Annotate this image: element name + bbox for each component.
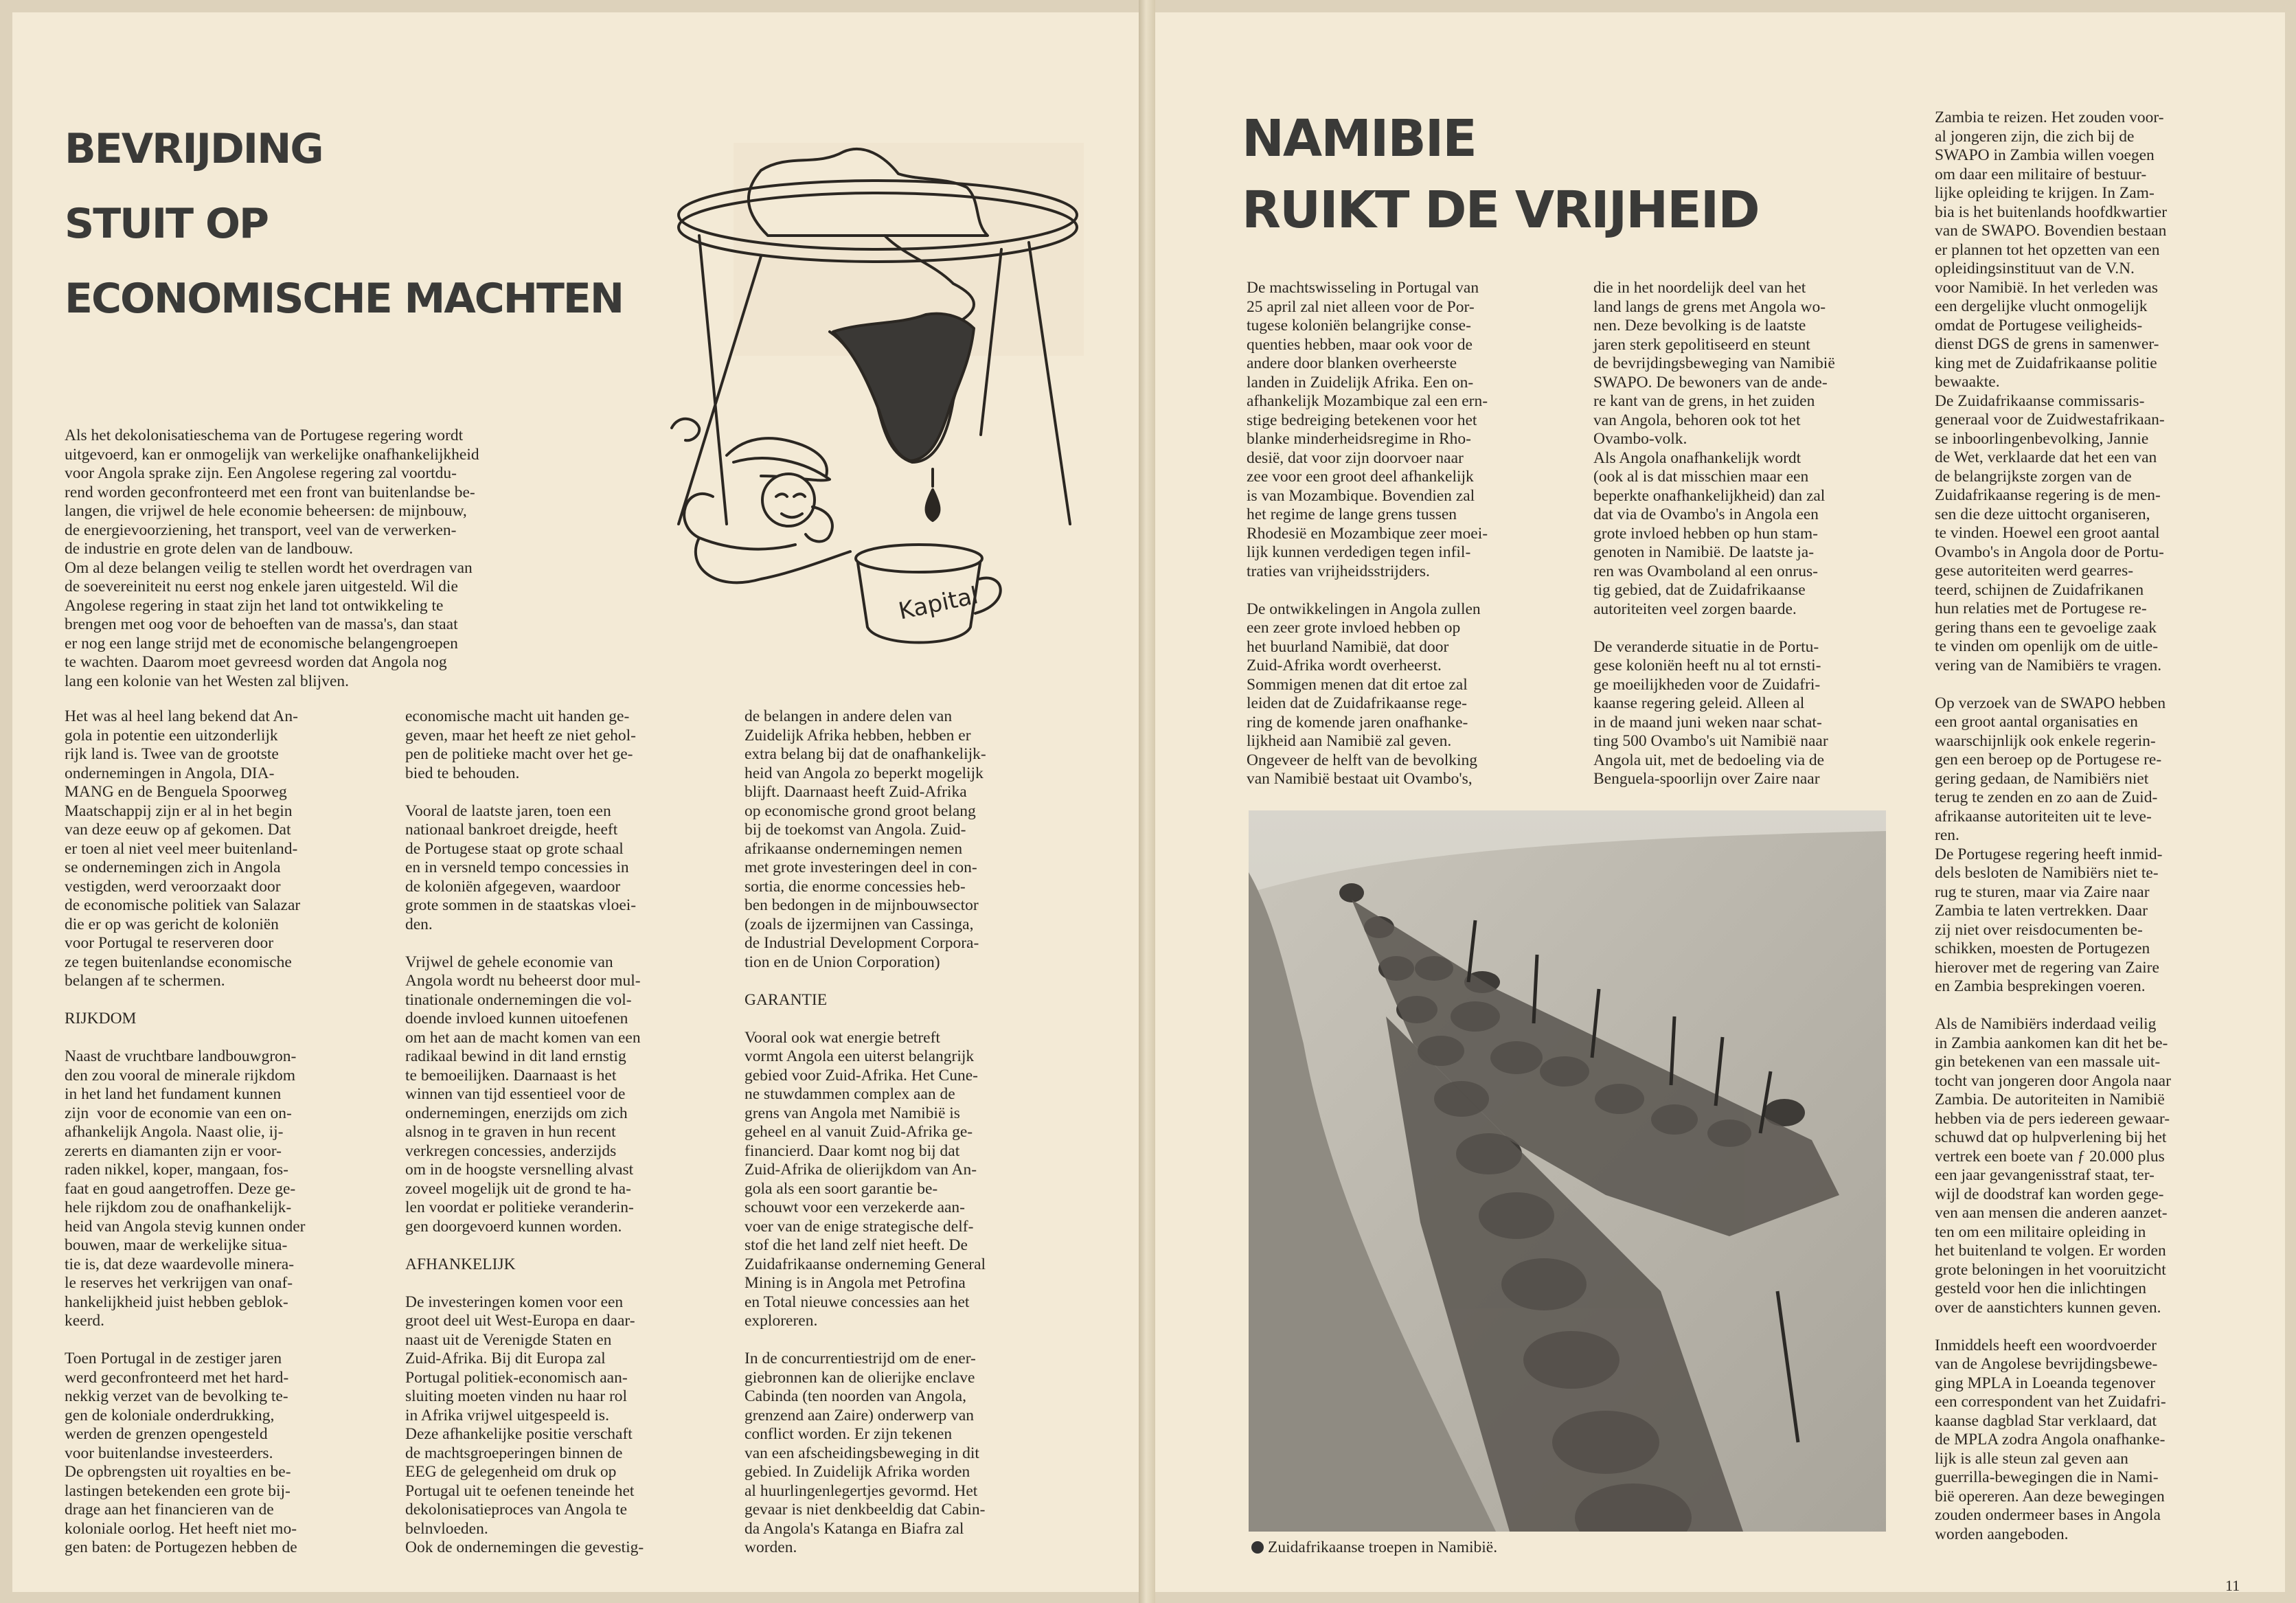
troops-photo	[1249, 810, 1886, 1532]
cup-label: Kapital	[896, 582, 981, 626]
left-headline-line-1: BEVRIJDING	[65, 125, 323, 173]
left-headline-line-3: ECONOMISCHE MACHTEN	[65, 275, 624, 323]
left-column-3: de belangen in andere delen van Zuidelijk Afrika hebben, hebben er extra belang bij dat de onafhankelijk- heid van Angola zo beperkt mogelijk blijft. Daarnaast heeft Zuid-Afrika op economische grond groot belang bij de toekomst van Angola. Zuid- afrikaanse ondernemingen nemen met grote investeringen deel in con- sortia, die enorme concessies heb- ben bedongen in de mijnbouwsector (zoals de ijzermijnen van Cassinga, de Industrial Development Corpora- tion en de Union Corporation) GARANTIE Vooral ook wat energie betreft vormt Angola een uiterst belangrijk gebied voor Zuid-Afrika. Het Cune- ne stuwdammen complex aan de grens van Angola met Namibië is geheel en al vanuit Zuid-Afrika ge- financierd. Daar komt nog bij dat Zuid-Afrika de olierijkdom van An- gola als een soort garantie be- schouwt voor een verzekerde aan- voer van de enige strategische delf- stof die het land zelf niet heeft. De Zuidafrikaanse onderneming General Mining is in Angola met Petrofina en Total nieuwe concessies aan het exploreren. In de concurrentiestrijd om de ener- giebronnen kan de olierijke enclave Cabinda (ten noorden van Angola, grenzend aan Zaire) onderwerp van conflict worden. Er zijn tekenen van een afscheidingsbeweging in dit gebied. In Zuidelijk Afrika worden al huurlingenlegertjes gevormd. Het gevaar is niet denkbeeldig dat Cabin- da Angola's Katanga en Biafra zal worden.	[745, 707, 986, 1556]
left-column-1: Het was al heel lang bekend dat An- gola in potentie een uitzonderlijk rijk land is. Twee van de grootste ondernemingen in Angola, DIA- MANG en de Benguela Spoorweg Maatschappij zijn er al in het begin van deze eeuw op af gekomen. Dat er toen al niet veel meer buitenland- se ondernemingen zich in Angola vestigden, werd veroorzaakt door de economische politiek van Salazar die er op was gericht de koloniën voor Portugal te reserveren door ze tegen buitenlandse economische belangen af te schermen. RIJKDOM Naast de vruchtbare landbouwgron- den zou vooral de minerale rijkdom in het land het fundament kunnen zijn voor de economie van een on- afhankelijk Angola. Naast olie, ij- zererts en diamanten zijn er voor- raden nikkel, koper, mangaan, fos- faat en goud aangetroffen. Deze ge- hele rijkdom zou de onafhankelijk- heid van Angola stevig kunnen onder bouwen, maar de werkelijke situa- tie is, dat deze waardevolle minera- le reserves het verkrijgen van onaf- hankelijkheid juist hebben geblok- keerd. Toen Portugal in de zestiger jaren werd geconfronteerd met het hard- nekkig verzet van de bevolking te- gen de koloniale onderdrukking, werden de grenzen opengesteld voor buitenlandse investeerders. De opbrengsten uit royalties en be- lastingen betekenden een grote bij- drage aan het financieren van de koloniale oorlog. Het heeft niet mo- gen baten: de Portugezen hebben de	[65, 707, 306, 1556]
photo-caption-text: Zuidafrikaanse troepen in Namibië.	[1268, 1538, 1498, 1556]
spread-gutter	[1139, 0, 1155, 1603]
right-column-1: De machtswisseling in Portugal van 25 april zal niet alleen voor de Por- tugese koloniën belangrijke conse- quenties hebben, maar ook voor de andere door blanken overheerste landen in Zuidelijk Afrika. Een on- afhankelijk Mozambique zal een ern- stige bedreiging betekenen voor het blanke minderheidsregime in Rho- desië, dat voor zijn doorvoer naar zee voor een groot deel afhankelijk is van Mozambique. Bovendien zal het regime de lange grens tussen Rhodesië en Mozambique zeer moei- lijk kunnen verdedigen tegen infil- traties van vrijheidsstrijders. De ontwikkelingen in Angola zullen een zeer grote invloed hebben op het buurland Namibië, dat door Zuid-Afrika wordt overheerst. Sommigen menen dat dit ertoe zal leiden dat de Zuidafrikaanse rege- ring de komende jaren onafhanke- lijkheid aan Namibië zal geven. Ongeveer de helft van de bevolking van Namibië bestaat uit Ovambo's,	[1247, 279, 1488, 788]
troops-photo-image	[1249, 810, 1886, 1532]
right-column-2: die in het noordelijk deel van het land langs de grens met Angola wo- nen. Deze bevolking is de laatste jaren sterk gepolitiseerd en steunt de bevrijdingsbeweging van Namibië SWAPO. De bewoners van de ande- re kant van de grens, in het zuiden van Angola, behoren ook tot het Ovambo-volk. Als Angola onafhankelijk wordt (ook al is dat misschien maar een beperkte onafhankelijkheid) dan zal dat via de Ovambo's in Angola een grote invloed hebben op hun stam- genoten in Namibië. De laatste ja- ren was Ovamboland al een onrus- tig gebied, dat de Zuidafrikaanse autoriteiten veel zorgen baarde. De veranderde situatie in de Portu- gese koloniën heeft nu al tot ernsti- ge moeilijkheden voor de Zuidafri- kaanse regering geleid. Alleen al in de maand juni weken naar schat- ting 500 Ovambo's uit Namibië naar Angola uit, met de bedoeling via de Benguela-spoorlijn over Zaire naar	[1593, 279, 1835, 788]
left-page	[12, 12, 1139, 1592]
left-headline-line-2: STUIT OP	[65, 200, 268, 248]
right-headline-line-2: RUIKT DE VRIJHEID	[1242, 181, 1759, 240]
page-number: 11	[2225, 1577, 2240, 1592]
caption-bullet-icon	[1251, 1541, 1264, 1554]
cartoon-illustration	[658, 139, 1098, 675]
right-headline-line-1: NAMIBIE	[1242, 109, 1476, 168]
left-column-2: economische macht uit handen ge- geven, maar het heeft ze niet gehol- pen de politieke macht over het ge- bied te behouden. Vooral de laatste jaren, toen een nationaal bankroet dreigde, heeft de Portugese staat op grote schaal en in versneld tempo concessies in de koloniën afgegeven, waardoor grote sommen in de staatskas vloei- den. Vrijwel de gehele economie van Angola wordt nu beheerst door mul- tinationale ondernemingen die vol- doende invloed kunnen uitoefenen om het aan de macht komen van een radikaal bewind in dit land ernstig te bemoeilijken. Daarnaast is het winnen van tijd essentieel voor de ondernemingen, enerzijds om zich alsnog in te graven in hun recent verkregen concessies, anderzijds om in de hoogste versnelling alvast zoveel mogelijk uit de grond te ha- len voordat er politieke veranderin- gen doorgevoerd kunnen worden. AFHANKELIJK De investeringen komen voor een groot deel uit West-Europa en daar- naast uit de Verenigde Staten en Zuid-Afrika. Bij dit Europa zal Portugal politiek-economisch aan- sluiting moeten vinden nu haar rol in Afrika vrijwel uitgespeeld is. Deze afhankelijke positie verschaft de machtsgroeperingen binnen de EEG de gelegenheid om druk op Portugal uit te oefenen teneinde het dekolonisatieproces van Angola te belnvloeden. Ook de ondernemingen die gevestig-	[405, 707, 644, 1556]
right-column-3: Zambia te reizen. Het zouden voor- al jongeren zijn, die zich bij de SWAPO in Zambia willen voegen om daar een militaire of bestuur- lijke opleiding te krijgen. In Zam- bia is het buitenlands hoofdkwartier van de SWAPO. Bovendien bestaan er plannen tot het opzetten van een opleidingsinstituut van de V.N. voor Namibië. In het verleden was een dergelijke vlucht onmogelijk omdat de Portugese veiligheids- dienst DGS de grens in samenwer- king met de Zuidafrikaanse politie bewaakte. De Zuidafrikaanse commissaris- generaal voor de Zuidwestafrikaan- se inboorlingenbevolking, Jannie de Wet, verklaarde dat het een van de belangrijkste zorgen van de Zuidafrikaanse regering is de men- sen die deze uittocht organiseren, te vinden. Hoewel een groot aantal Ovambo's in Angola door de Portu- gese autoriteiten werd gearres- teerd, schijnen de Zuidafrikanen hun relaties met de Portugese re- gering thans een te gevoelige zaak te vinden om openlijk om de uitle- vering van de Namibiërs te vragen. Op verzoek van de SWAPO hebben een groot aantal organisaties en waarschijnlijk ook enkele regerin- gen een beroep op de Portugese re- gering gedaan, de Namibiërs niet terug te zenden en zo aan de Zuid- afrikaanse autoriteiten uit te leve- ren. De Portugese regering heeft inmid- dels besloten de Namibiërs niet te- rug te sturen, maar via Zaire naar Zambia te laten vertrekken. Daar zij niet over reisdocumenten be- schikken, moesten de Portugezen hierover met de regering van Zaire en Zambia besprekingen voeren. Als de Namibiërs inderdaad veilig in Zambia aankomen kan dit het be- gin betekenen van een massale uit- tocht van jongeren door Angola naar Zambia. De autoriteiten in Namibië hebben via de pers iedereen gewaar- schuwd dat op hulpverlening bij het vertrek een boete van ƒ 20.000 plus een jaar gevangenisstraf staat, ter- wijl de doodstraf kan worden gege- ven aan mensen die anderen aanzet- ten om een militaire opleiding in het buitenland te volgen. Er worden grote beloningen in het vooruitzicht gesteld voor hen die inlichtingen over de aanstichters kunnen geven. Inmiddels heeft een woordvoerder van de Angolese bevrijdingsbewe- ging MPLA in Loeanda tegenover een correspondent van het Zuidafri- kaanse dagblad Star verklaard, dat de MPLA zodra Angola onafhanke- lijk is alle steun zal geven aan guerrilla-bewegingen die in Nami- bië opereren. Aan deze bewegingen zouden ondermeer bases in Angola worden aangeboden.	[1935, 109, 2171, 1543]
right-page	[1155, 12, 2285, 1592]
photo-caption	[1251, 1538, 1497, 1558]
left-intro-paragraph: Als het dekolonisatieschema van de Portugese regering wordt uitgevoerd, kan er onmogelijk van werkelijke onafhankelijkheid voor Angola sprake zijn. Een Angolese regering zal voortdu- rend worden geconfronteerd met een front van buitenlandse be- langen, die vrijwel de hele economie beheersen: de mijnbouw, de energievoorziening, het transport, veel van de verwerken- de industrie en grote delen van de landbouw. Om al deze belangen veilig te stellen wordt het overdragen van de soevereiniteit nu eerst nog enkele jaren uitgesteld. Wil die Angolese regering in staat zijn het land tot ontwikkeling te brengen met oog voor de behoeften van de massa's, dan staat er nog een lange strijd met de economische belangengroepen te wachten. Daarom moet gevreesd worden dat Angola nog lang een kolonie van het Westen zal blijven.	[65, 427, 479, 690]
